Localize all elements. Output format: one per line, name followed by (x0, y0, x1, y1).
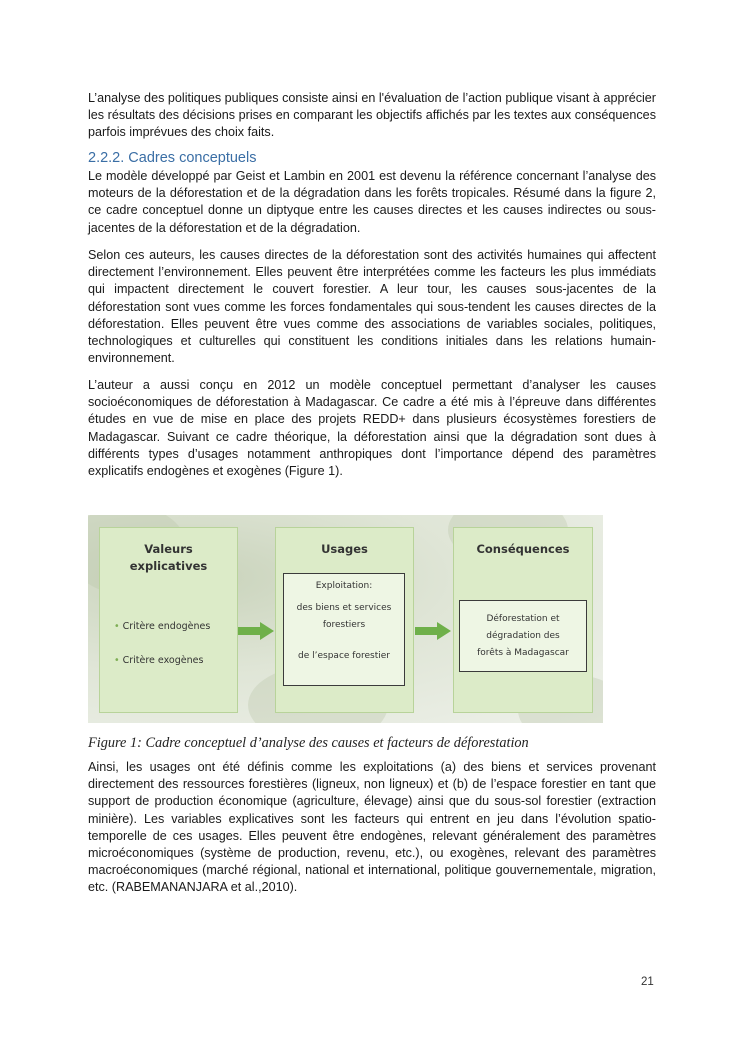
exploitation-inner-box (283, 573, 405, 686)
paragraph-usages-definition: Ainsi, les usages ont été définis comme les exploitations (a) des biens et services provenant directement des ressources forestières (ligneux, non ligneux) et (b) de l’espace forestier en tant que support de production économique (agriculture, élevage) ainsi que du sous-sol forestier (extraction minière). Les variables explicatives sont les facteurs qui entrent en jeu dans l’évolution spatio-temporelle de ces usages. Elles peuvent être endogènes, relevant généralement des paramètres microéconomiques (système de production, revenu, etc.), ou exogènes, relevant des paramètres macroéconomiques (marché régional, national et international, politique gouvernementale, migration, etc. (RABEMANANJARA et al.,2010). (88, 760, 656, 895)
endogenous-criteria-item: • Critère endogènes (114, 621, 211, 632)
consequences-box (453, 527, 593, 713)
deforestation-inner-box (459, 600, 587, 672)
exploitation-line1: des biens et services (296, 603, 392, 613)
usages-box (275, 527, 414, 713)
conceptual-framework-figure (88, 515, 603, 723)
exploitation-line3: de l’espace forestier (298, 651, 390, 661)
exploitation-line2: forestiers (322, 620, 366, 630)
consequences-title: Conséquences (476, 542, 570, 556)
consequence-line1: Déforestation et (486, 614, 560, 624)
box1-title-line2: explicatives (129, 559, 208, 573)
page-number: 21 (641, 976, 654, 988)
consequence-line2: dégradation des (486, 631, 560, 641)
bullet-icon: • (114, 655, 120, 666)
exploitation-title: Exploitation: (315, 581, 373, 591)
arrow-right-icon (238, 622, 274, 640)
section-heading: 2.2.2. Cadres conceptuels (88, 150, 257, 166)
arrow-right-icon (415, 622, 451, 640)
consequence-line3: forêts à Madagascar (477, 648, 569, 658)
exogenous-criteria-item: • Critère exogènes (114, 655, 204, 666)
paragraph-madagascar-model: L’auteur a aussi conçu en 2012 un modèle conceptuel permettant d’analyser les causes socioéconomiques de déforestation à Madagascar. Ce cadre a été mis à l’épreuve dans différentes études en vue de mise en place des projets REDD+ dans plusieurs écosystèmes forestiers de Madagascar. Suivant ce cadre théorique, la déforestation ainsi que la dégradation sont dues à différents types d’usages notamment anthropiques dont l’importance dépend des paramètres explicatifs endogènes et exogènes (Figure 1). (88, 378, 656, 479)
box1-title-line1: Valeurs (144, 542, 193, 556)
paragraph-geist-lambin: Le modèle développé par Geist et Lambin en 2001 est devenu la référence concernant l’analyse des moteurs de la déforestation et de la dégradation dans les forêts tropicales. Résumé dans la figure 2, ce cadre conceptuel donne un diptyque entre les causes directes et les causes indirectes ou sous-jacentes de la déforestation et de la dégradation. (88, 169, 656, 235)
usages-title: Usages (321, 542, 368, 556)
paragraph-direct-causes: Selon ces auteurs, les causes directes de la déforestation sont des activités humaines qui affectent directement l’environnement. Elles peuvent être interprétées comme les facteurs les plus immédiats qui impactent directement le couvert forestier. A leur tour, les causes sous-jacentes de la déforestation sont vues comme les forces fondamentales qui sous-tendent les causes directes de la déforestation. Elles peuvent être vues comme des associations de variables sociales, politiques, technologiques et culturelles qui constituent les conditions initiales dans les relations humain-environnement. (88, 248, 656, 366)
bullet-icon: • (114, 621, 120, 632)
figure-caption: Figure 1: Cadre conceptuel d’analyse des causes et facteurs de déforestation (88, 735, 529, 751)
intro-paragraph: L’analyse des politiques publiques consiste ainsi en l'évaluation de l’action publique visant à apprécier les résultats des décisions prises en comparant les objectifs affichés par les textes aux conséquences parfois imprévues des choix faits. (88, 91, 656, 140)
explanatory-values-box (99, 527, 238, 713)
